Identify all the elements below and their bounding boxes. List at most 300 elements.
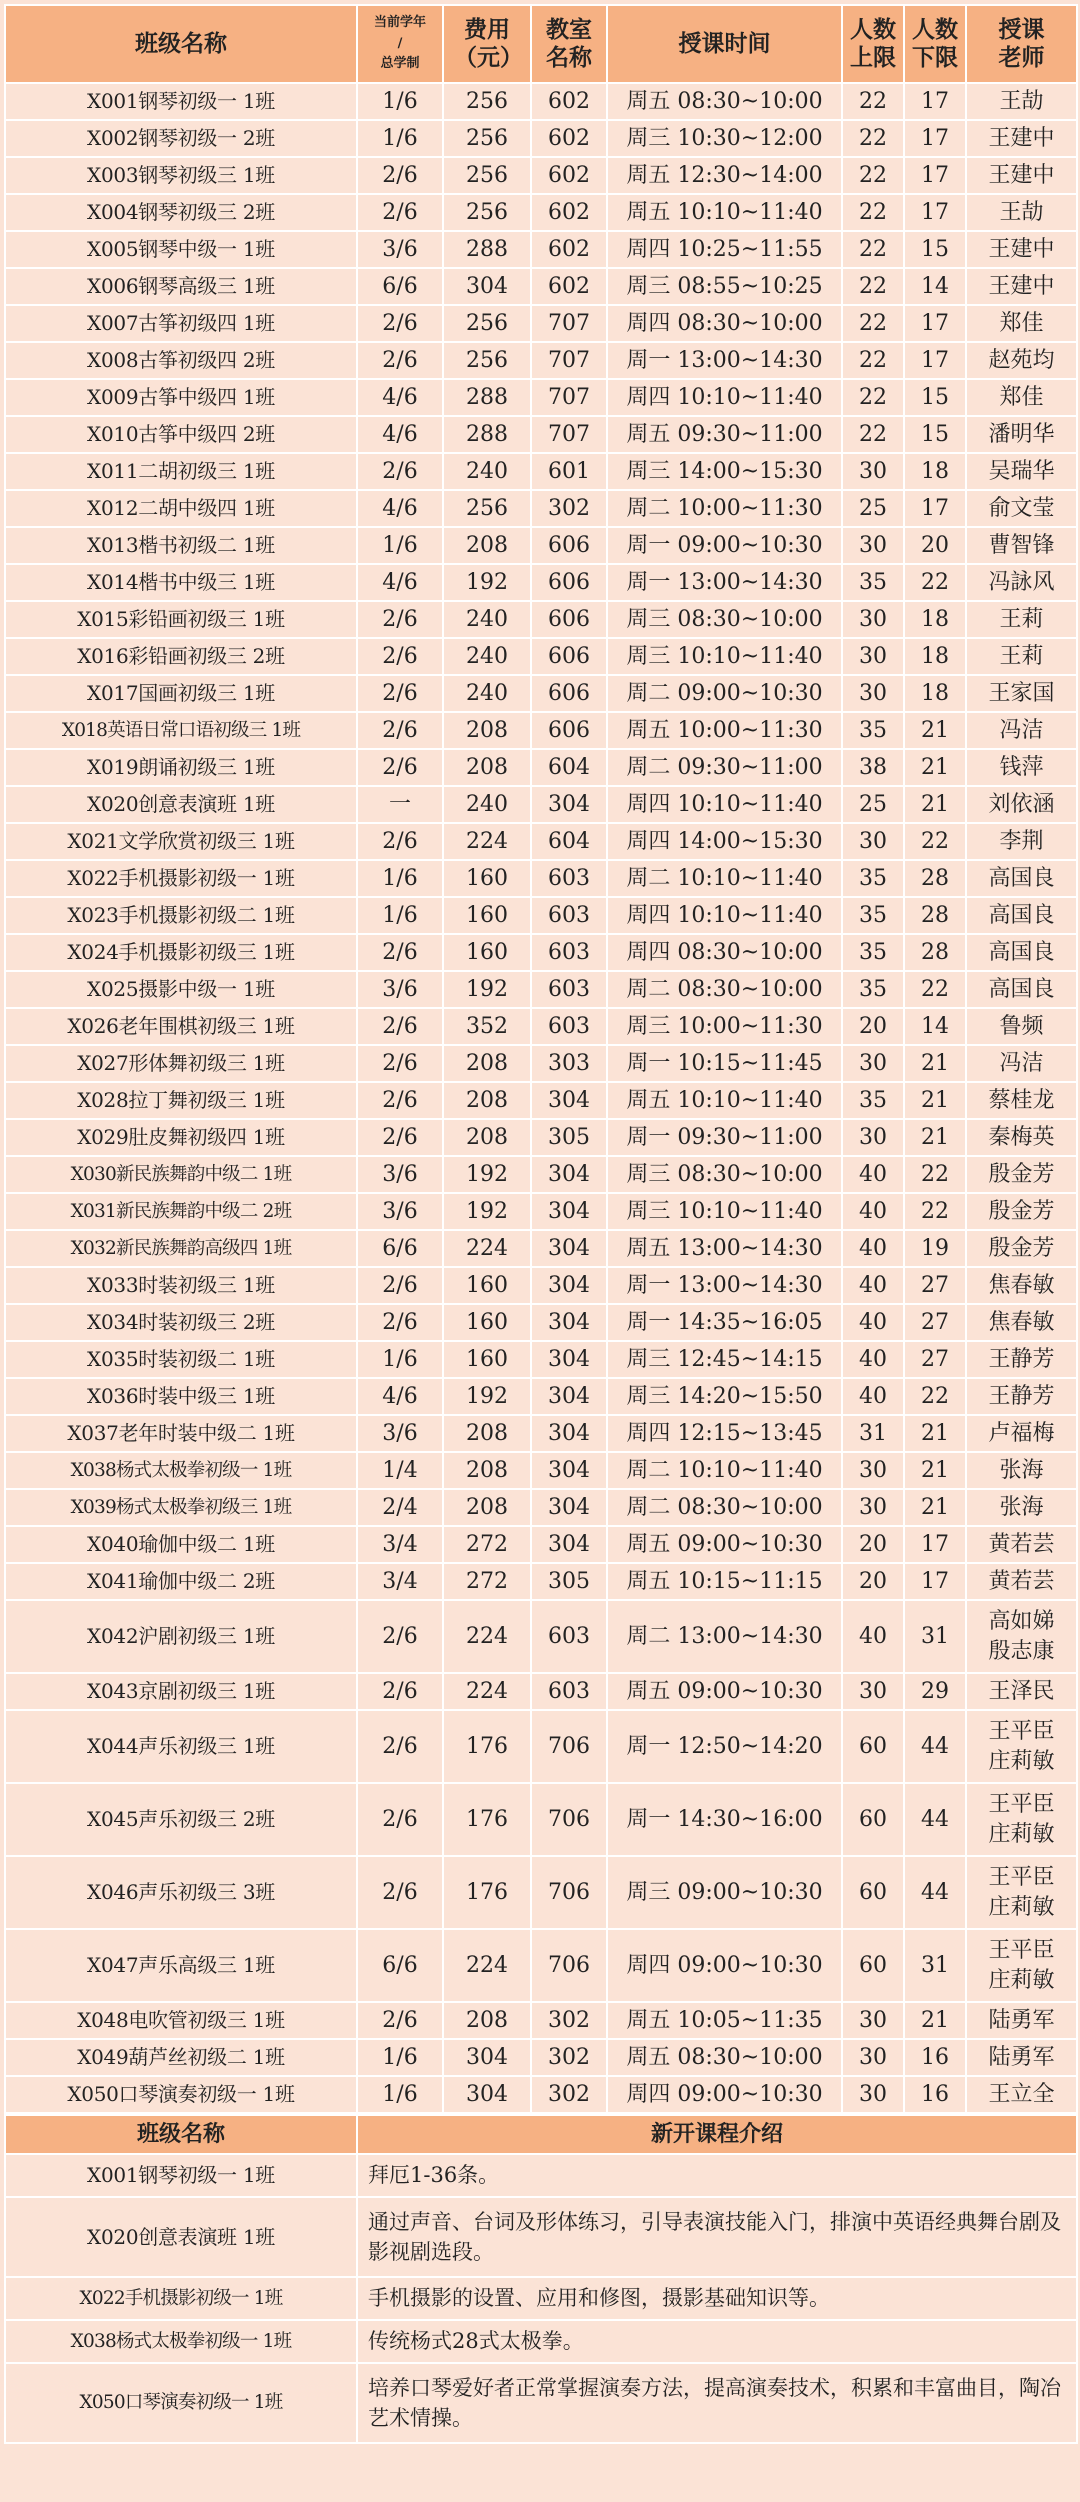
teacher-name: 王平臣: [988, 1937, 1055, 1963]
time-cell: 周一 12:50~14:20: [607, 1710, 842, 1783]
teacher-cell: [966, 897, 1077, 934]
teacher-cell: [966, 1710, 1077, 1783]
table-row: [5, 1082, 1077, 1119]
class-name-cell: X034时装初级三 2班: [5, 1304, 357, 1341]
teacher-name: 高国良: [988, 939, 1055, 965]
intro-header-row: [5, 2115, 1077, 2154]
time-cell: 周三 12:45~14:15: [607, 1341, 842, 1378]
teacher-cell: [966, 1378, 1077, 1415]
min-cell: 16: [904, 2076, 966, 2113]
time-cell: 周二 08:30~10:00: [607, 971, 842, 1008]
fee-cell: 176: [443, 1783, 531, 1856]
year-cell: 2/6: [357, 1710, 443, 1783]
table-row: [5, 1452, 1077, 1489]
room-cell: 603: [531, 971, 607, 1008]
class-name-cell: X021文学欣赏初级三 1班: [5, 823, 357, 860]
min-cell: 18: [904, 601, 966, 638]
class-name-cell: X047声乐高级三 1班: [5, 1929, 357, 2002]
min-cell: 14: [904, 1008, 966, 1045]
teacher-cell: [966, 1193, 1077, 1230]
fee-cell: 272: [443, 1526, 531, 1563]
header-teacher-text: 授课老师: [998, 16, 1045, 71]
year-cell: 2/6: [357, 1304, 443, 1341]
class-name-cell: X029肚皮舞初级四 1班: [5, 1119, 357, 1156]
year-cell: 3/6: [357, 1193, 443, 1230]
teacher-name: 陆勇军: [988, 2044, 1055, 2070]
fee-cell: 224: [443, 1230, 531, 1267]
class-name-cell: X048电吹管初级三 1班: [5, 2002, 357, 2039]
room-cell: 602: [531, 120, 607, 157]
fee-cell: 208: [443, 749, 531, 786]
year-cell: 2/6: [357, 638, 443, 675]
teacher-cell: [966, 1415, 1077, 1452]
class-name-cell: X023手机摄影初级二 1班: [5, 897, 357, 934]
time-cell: 周四 12:15~13:45: [607, 1415, 842, 1452]
teacher-name: 王平臣: [988, 1791, 1055, 1817]
class-name-cell: X008古筝初级四 2班: [5, 342, 357, 379]
table-row: [5, 1119, 1077, 1156]
table-row: [5, 83, 1077, 120]
teacher-cell: [966, 268, 1077, 305]
course-schedule: [4, 4, 1076, 2444]
min-cell: 22: [904, 564, 966, 601]
time-cell: 周二 10:00~11:30: [607, 490, 842, 527]
max-cell: 30: [842, 675, 904, 712]
room-cell: 707: [531, 342, 607, 379]
year-cell: 6/6: [357, 268, 443, 305]
class-name-cell: X001钢琴初级一 1班: [5, 83, 357, 120]
table-row: [5, 2039, 1077, 2076]
teacher-name: 郑佳: [999, 384, 1044, 410]
fee-cell: 256: [443, 490, 531, 527]
time-cell: 周二 09:30~11:00: [607, 749, 842, 786]
table-row: [5, 1856, 1077, 1929]
min-cell: 16: [904, 2039, 966, 2076]
table-row: [5, 1008, 1077, 1045]
time-cell: 周五 09:00~10:30: [607, 1526, 842, 1563]
teacher-cell: [966, 675, 1077, 712]
time-cell: 周三 09:00~10:30: [607, 1856, 842, 1929]
time-cell: 周四 10:10~11:40: [607, 897, 842, 934]
room-cell: 304: [531, 1193, 607, 1230]
class-name-cell: X002钢琴初级一 2班: [5, 120, 357, 157]
room-cell: 602: [531, 83, 607, 120]
table-row: [5, 897, 1077, 934]
class-name-cell: X007古筝初级四 1班: [5, 305, 357, 342]
min-cell: 21: [904, 1082, 966, 1119]
room-cell: 603: [531, 1008, 607, 1045]
time-cell: 周一 13:00~14:30: [607, 564, 842, 601]
min-cell: 29: [904, 1673, 966, 1710]
time-cell: 周五 08:30~10:00: [607, 2039, 842, 2076]
max-cell: 30: [842, 638, 904, 675]
min-cell: 44: [904, 1856, 966, 1929]
fee-cell: 160: [443, 1267, 531, 1304]
room-cell: 603: [531, 1600, 607, 1673]
max-cell: 38: [842, 749, 904, 786]
min-cell: 28: [904, 934, 966, 971]
teacher-cell: [966, 749, 1077, 786]
class-name-cell: X026老年围棋初级三 1班: [5, 1008, 357, 1045]
time-cell: 周五 10:15~11:15: [607, 1563, 842, 1600]
table-row: [5, 1489, 1077, 1526]
teacher-name: 鲁频: [999, 1013, 1044, 1039]
class-name-cell: X014楷书中级三 1班: [5, 564, 357, 601]
header-teacher: [966, 5, 1077, 83]
teacher-cell: [966, 934, 1077, 971]
time-cell: 周一 10:15~11:45: [607, 1045, 842, 1082]
teacher-cell: [966, 342, 1077, 379]
table-row: [5, 971, 1077, 1008]
min-cell: 21: [904, 712, 966, 749]
room-cell: 602: [531, 157, 607, 194]
min-cell: 20: [904, 527, 966, 564]
class-name-cell: X013楷书初级二 1班: [5, 527, 357, 564]
class-name-cell: X003钢琴初级三 1班: [5, 157, 357, 194]
teacher-cell: [966, 823, 1077, 860]
time-cell: 周五 09:00~10:30: [607, 1673, 842, 1710]
max-cell: 22: [842, 416, 904, 453]
teacher-cell: [966, 1119, 1077, 1156]
intro-row: [5, 2363, 1077, 2443]
teacher-name: 秦梅英: [988, 1124, 1055, 1150]
time-cell: 周三 10:10~11:40: [607, 638, 842, 675]
year-cell: 2/6: [357, 712, 443, 749]
year-cell: 2/6: [357, 1045, 443, 1082]
year-cell: 2/6: [357, 1783, 443, 1856]
teacher-name: 钱萍: [999, 754, 1044, 780]
min-cell: 22: [904, 823, 966, 860]
max-cell: 35: [842, 971, 904, 1008]
min-cell: 22: [904, 971, 966, 1008]
header-fee: [443, 5, 531, 83]
room-cell: 603: [531, 897, 607, 934]
class-name-cell: X019朗诵初级三 1班: [5, 749, 357, 786]
room-cell: 606: [531, 638, 607, 675]
teacher-name: 焦春敏: [988, 1309, 1055, 1335]
max-cell: 30: [842, 2076, 904, 2113]
teacher-cell: [966, 453, 1077, 490]
teacher-name: 黄若芸: [988, 1568, 1055, 1594]
teacher-name: 王家国: [988, 680, 1055, 706]
class-name-cell: X031新民族舞韵中级二 2班: [5, 1193, 357, 1230]
teacher-name: 王莉: [999, 606, 1044, 632]
teacher-cell: [966, 120, 1077, 157]
max-cell: 30: [842, 2039, 904, 2076]
class-name-cell: X018英语日常口语初级三 1班: [5, 712, 357, 749]
year-cell: 4/6: [357, 379, 443, 416]
year-cell: 2/4: [357, 1489, 443, 1526]
teacher-name: 王劼: [999, 199, 1044, 225]
header-class-name: 班级名称: [5, 5, 357, 83]
fee-cell: 208: [443, 527, 531, 564]
room-cell: 604: [531, 749, 607, 786]
year-cell: 6/6: [357, 1230, 443, 1267]
max-cell: 30: [842, 823, 904, 860]
table-row: [5, 416, 1077, 453]
teacher-cell: [966, 971, 1077, 1008]
year-cell: 4/6: [357, 1378, 443, 1415]
min-cell: 17: [904, 490, 966, 527]
class-table: [4, 4, 1078, 2114]
year-cell: 4/6: [357, 416, 443, 453]
table-row: [5, 1045, 1077, 1082]
fee-cell: 256: [443, 83, 531, 120]
table-row: [5, 120, 1077, 157]
time-cell: 周二 08:30~10:00: [607, 1489, 842, 1526]
table-row: [5, 601, 1077, 638]
teacher-name: 殷金芳: [988, 1161, 1055, 1187]
header-year-sep: /: [397, 35, 403, 51]
class-name-cell: X009古筝中级四 1班: [5, 379, 357, 416]
room-cell: 707: [531, 305, 607, 342]
max-cell: 22: [842, 305, 904, 342]
teacher-name: 赵苑均: [988, 347, 1055, 373]
min-cell: 17: [904, 120, 966, 157]
max-cell: 60: [842, 1783, 904, 1856]
max-cell: 22: [842, 194, 904, 231]
min-cell: 27: [904, 1341, 966, 1378]
table-row: [5, 231, 1077, 268]
max-cell: 40: [842, 1600, 904, 1673]
teacher-name: 张海: [999, 1494, 1044, 1520]
teacher-name: 郑佳: [999, 310, 1044, 336]
teacher-name: 庄莉敏: [988, 1967, 1055, 1993]
room-cell: 706: [531, 1710, 607, 1783]
intro-header-desc: 新开课程介绍: [357, 2115, 1077, 2154]
teacher-cell: [966, 601, 1077, 638]
table-row: [5, 1341, 1077, 1378]
min-cell: 21: [904, 1119, 966, 1156]
room-cell: 706: [531, 1856, 607, 1929]
max-cell: 22: [842, 379, 904, 416]
table-row: [5, 2076, 1077, 2113]
teacher-cell: [966, 712, 1077, 749]
min-cell: 44: [904, 1710, 966, 1783]
room-cell: 304: [531, 1082, 607, 1119]
class-name-cell: X041瑜伽中级二 2班: [5, 1563, 357, 1600]
class-name-cell: X032新民族舞韵高级四 1班: [5, 1230, 357, 1267]
min-cell: 15: [904, 416, 966, 453]
table-row: [5, 1783, 1077, 1856]
teacher-name: 庄莉敏: [988, 1894, 1055, 1920]
teacher-cell: [966, 1045, 1077, 1082]
header-year-bottom: 总学制: [380, 56, 420, 72]
teacher-cell: [966, 786, 1077, 823]
time-cell: 周四 10:25~11:55: [607, 231, 842, 268]
year-cell: 1/6: [357, 1341, 443, 1378]
class-name-cell: X012二胡中级四 1班: [5, 490, 357, 527]
class-name-cell: X017国画初级三 1班: [5, 675, 357, 712]
fee-cell: 288: [443, 416, 531, 453]
intro-description: 传统杨式28式太极拳。: [357, 2320, 1077, 2363]
room-cell: 304: [531, 1267, 607, 1304]
room-cell: 601: [531, 453, 607, 490]
fee-cell: 240: [443, 675, 531, 712]
class-name-cell: X027形体舞初级三 1班: [5, 1045, 357, 1082]
year-cell: 2/6: [357, 305, 443, 342]
fee-cell: 192: [443, 1156, 531, 1193]
class-name-cell: X016彩铅画初级三 2班: [5, 638, 357, 675]
min-cell: 27: [904, 1267, 966, 1304]
teacher-name: 殷金芳: [988, 1198, 1055, 1224]
header-year-top: 当前学年: [373, 14, 426, 30]
fee-cell: 288: [443, 231, 531, 268]
table-row: [5, 749, 1077, 786]
teacher-name: 王平臣: [988, 1718, 1055, 1744]
class-name-cell: X006钢琴高级三 1班: [5, 268, 357, 305]
time-cell: 周一 09:00~10:30: [607, 527, 842, 564]
teacher-cell: [966, 1489, 1077, 1526]
class-name-cell: X043京剧初级三 1班: [5, 1673, 357, 1710]
room-cell: 706: [531, 1929, 607, 2002]
class-name-cell: X044声乐初级三 1班: [5, 1710, 357, 1783]
fee-cell: 240: [443, 601, 531, 638]
intro-class-name: X038杨式太极拳初级一 1班: [5, 2320, 357, 2363]
table-row: [5, 934, 1077, 971]
max-cell: 40: [842, 1341, 904, 1378]
teacher-name: 王立全: [988, 2081, 1055, 2107]
time-cell: 周五 10:10~11:40: [607, 1082, 842, 1119]
max-cell: 22: [842, 157, 904, 194]
class-name-cell: X038杨式太极拳初级一 1班: [5, 1452, 357, 1489]
table-row: [5, 675, 1077, 712]
time-cell: 周二 13:00~14:30: [607, 1600, 842, 1673]
year-cell: 3/6: [357, 1415, 443, 1452]
table-row: [5, 2002, 1077, 2039]
time-cell: 周四 08:30~10:00: [607, 305, 842, 342]
teacher-cell: [966, 194, 1077, 231]
fee-cell: 256: [443, 120, 531, 157]
teacher-name: 焦春敏: [988, 1272, 1055, 1298]
room-cell: 602: [531, 231, 607, 268]
year-cell: 2/6: [357, 1267, 443, 1304]
year-cell: 2/6: [357, 1119, 443, 1156]
max-cell: 25: [842, 786, 904, 823]
table-row: [5, 194, 1077, 231]
year-cell: 2/6: [357, 1082, 443, 1119]
fee-cell: 256: [443, 194, 531, 231]
class-name-cell: X045声乐初级三 2班: [5, 1783, 357, 1856]
room-cell: 305: [531, 1119, 607, 1156]
teacher-name: 庄莉敏: [988, 1748, 1055, 1774]
min-cell: 17: [904, 342, 966, 379]
max-cell: 30: [842, 2002, 904, 2039]
class-name-cell: X049葫芦丝初级二 1班: [5, 2039, 357, 2076]
fee-cell: 240: [443, 786, 531, 823]
table-row: [5, 786, 1077, 823]
class-name-cell: X004钢琴初级三 2班: [5, 194, 357, 231]
teacher-cell: [966, 490, 1077, 527]
intro-class-name: X001钢琴初级一 1班: [5, 2154, 357, 2197]
fee-cell: 288: [443, 379, 531, 416]
fee-cell: 208: [443, 1489, 531, 1526]
intro-header-name: 班级名称: [5, 2115, 357, 2154]
fee-cell: 192: [443, 564, 531, 601]
teacher-name: 冯詠风: [988, 569, 1055, 595]
fee-cell: 224: [443, 823, 531, 860]
intro-description: 手机摄影的设置、应用和修图，摄影基础知识等。: [357, 2277, 1077, 2320]
fee-cell: 256: [443, 157, 531, 194]
teacher-cell: [966, 1267, 1077, 1304]
teacher-cell: [966, 1341, 1077, 1378]
intro-class-name: X050口琴演奏初级一 1班: [5, 2363, 357, 2443]
teacher-cell: [966, 1600, 1077, 1673]
min-cell: 21: [904, 786, 966, 823]
teacher-name: 冯洁: [999, 1050, 1044, 1076]
room-cell: 304: [531, 1230, 607, 1267]
table-row: [5, 1673, 1077, 1710]
time-cell: 周四 14:00~15:30: [607, 823, 842, 860]
max-cell: 20: [842, 1008, 904, 1045]
year-cell: 2/6: [357, 601, 443, 638]
table-row: [5, 1156, 1077, 1193]
class-name-cell: X022手机摄影初级一 1班: [5, 860, 357, 897]
class-name-cell: X033时装初级三 1班: [5, 1267, 357, 1304]
teacher-cell: [966, 1563, 1077, 1600]
time-cell: 周三 10:10~11:40: [607, 1193, 842, 1230]
min-cell: 21: [904, 1045, 966, 1082]
time-cell: 周一 13:00~14:30: [607, 1267, 842, 1304]
teacher-cell: [966, 1082, 1077, 1119]
teacher-cell: [966, 2039, 1077, 2076]
teacher-cell: [966, 157, 1077, 194]
min-cell: 22: [904, 1156, 966, 1193]
teacher-cell: [966, 231, 1077, 268]
class-name-cell: X010古筝中级四 2班: [5, 416, 357, 453]
max-cell: 30: [842, 1045, 904, 1082]
room-cell: 302: [531, 2039, 607, 2076]
year-cell: 2/6: [357, 749, 443, 786]
intro-description: 培养口琴爱好者正常掌握演奏方法，提高演奏技术，积累和丰富曲目，陶冶艺术情操。: [357, 2363, 1077, 2443]
intro-table: [4, 2114, 1078, 2444]
table-row: [5, 342, 1077, 379]
fee-cell: 160: [443, 934, 531, 971]
max-cell: 40: [842, 1267, 904, 1304]
max-cell: 22: [842, 231, 904, 268]
year-cell: 4/6: [357, 564, 443, 601]
min-cell: 17: [904, 1526, 966, 1563]
teacher-name: 王平臣: [988, 1864, 1055, 1890]
class-name-cell: X035时装初级二 1班: [5, 1341, 357, 1378]
intro-table-body: [5, 2154, 1077, 2443]
fee-cell: 176: [443, 1856, 531, 1929]
min-cell: 21: [904, 1489, 966, 1526]
max-cell: 30: [842, 453, 904, 490]
teacher-name: 陆勇军: [988, 2007, 1055, 2033]
fee-cell: 192: [443, 971, 531, 1008]
room-cell: 304: [531, 786, 607, 823]
year-cell: 2/6: [357, 157, 443, 194]
max-cell: 22: [842, 342, 904, 379]
max-cell: 35: [842, 860, 904, 897]
teacher-cell: [966, 1526, 1077, 1563]
class-name-cell: X046声乐初级三 3班: [5, 1856, 357, 1929]
teacher-name: 张海: [999, 1457, 1044, 1483]
class-name-cell: X028拉丁舞初级三 1班: [5, 1082, 357, 1119]
max-cell: 30: [842, 1673, 904, 1710]
teacher-name: 王泽民: [988, 1678, 1055, 1704]
teacher-cell: [966, 1856, 1077, 1929]
time-cell: 周三 14:20~15:50: [607, 1378, 842, 1415]
max-cell: 30: [842, 1119, 904, 1156]
table-row: [5, 305, 1077, 342]
header-min-text: 人数下限: [912, 16, 958, 71]
room-cell: 603: [531, 860, 607, 897]
teacher-cell: [966, 416, 1077, 453]
teacher-cell: [966, 1673, 1077, 1710]
min-cell: 28: [904, 897, 966, 934]
